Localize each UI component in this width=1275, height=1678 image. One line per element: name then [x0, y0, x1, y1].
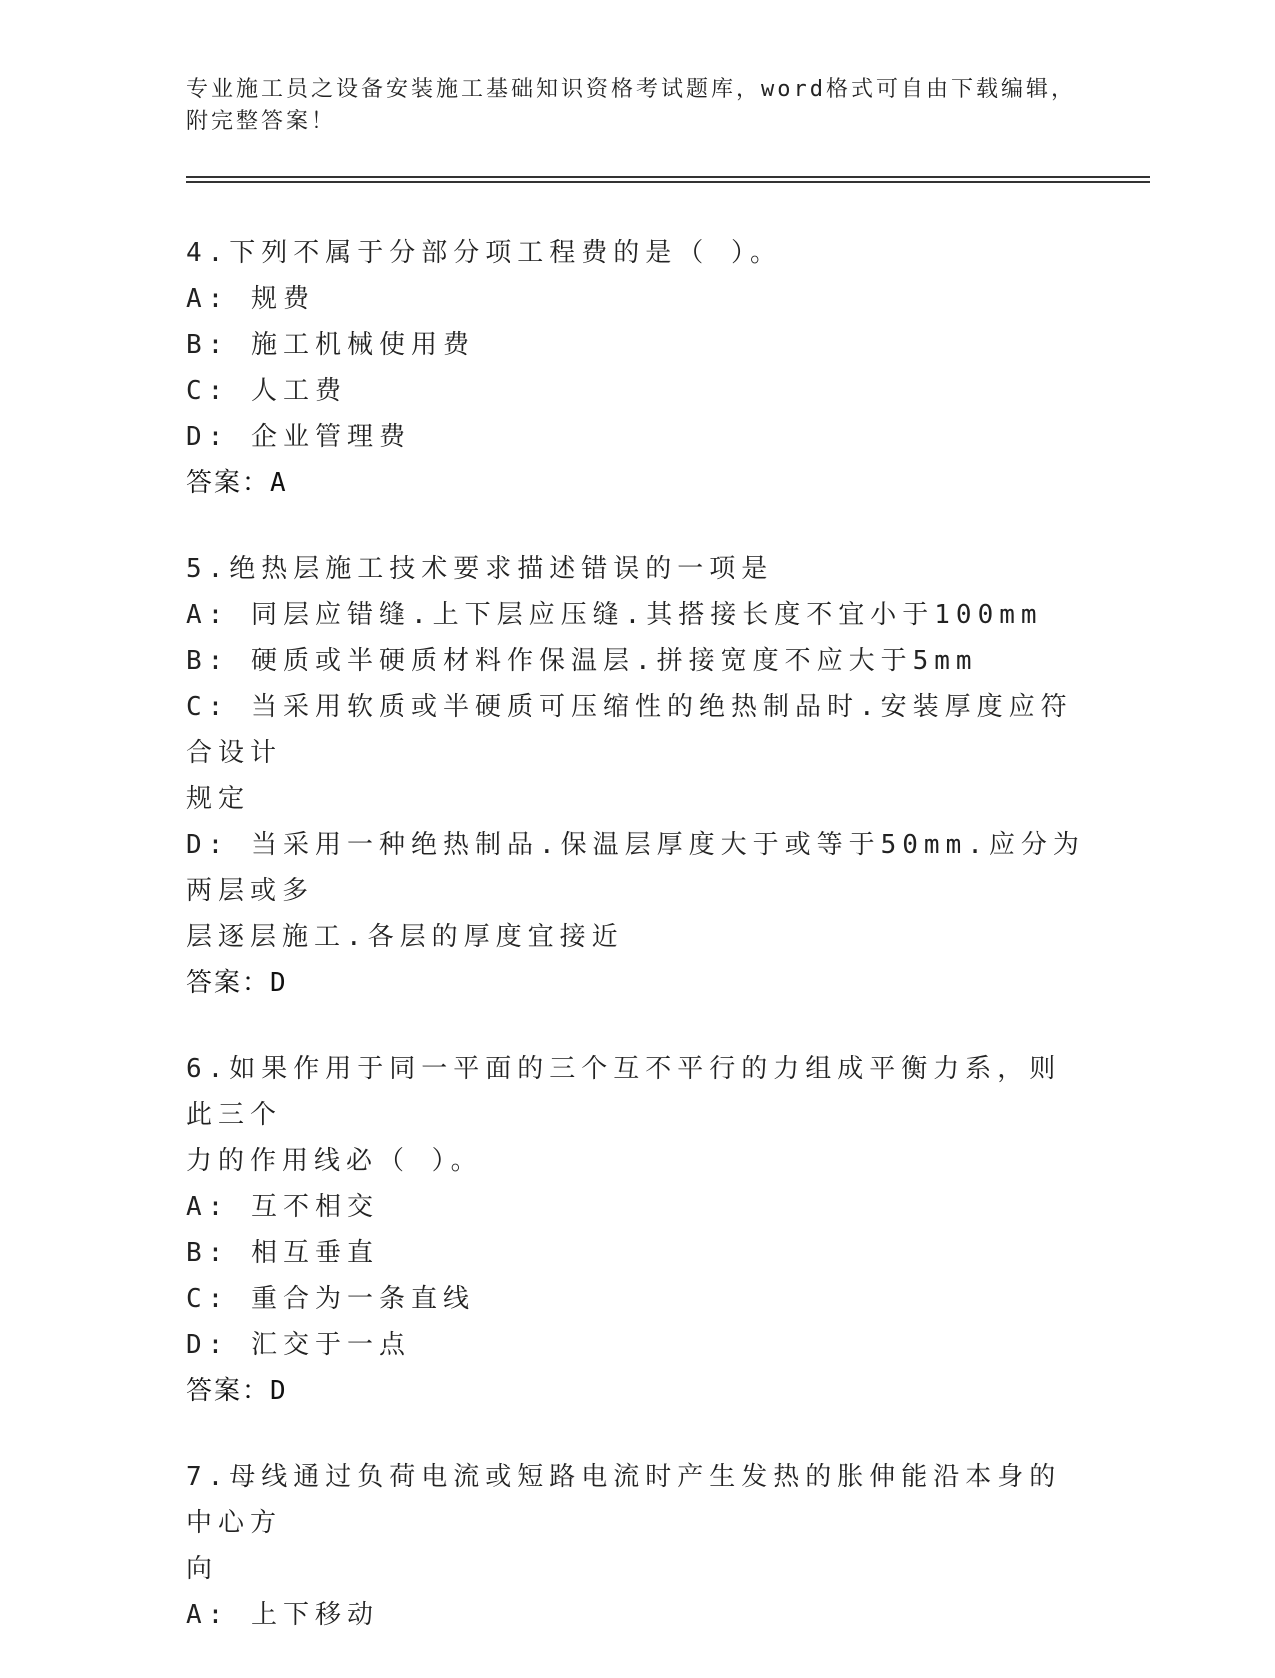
answer-label: 答案：	[186, 468, 271, 498]
question-stem-continued: 力的作用线必（ ）。	[186, 1146, 483, 1176]
option-b: B: 相互垂直	[186, 1238, 379, 1268]
answer-line	[186, 1368, 1086, 1414]
option-c-continued: 规定	[186, 784, 251, 814]
question-stem-continued: 向	[186, 1554, 219, 1584]
question-stem: 7.母线通过负荷电流或短路电流时产生发热的胀伸能沿本身的中心方	[186, 1462, 1062, 1538]
question-7	[186, 1454, 1086, 1638]
answer-value: A	[270, 468, 288, 498]
option-d-continued: 层逐层施工.各层的厚度宜接近	[186, 922, 624, 952]
option-b: B: 硬质或半硬质材料作保温层.拼接宽度不应大于5mm	[186, 646, 978, 676]
option-a: A: 同层应错缝.上下层应压缝.其搭接长度不宜小于100mm	[186, 600, 1043, 630]
question-stem: 5.绝热层施工技术要求描述错误的一项是	[186, 554, 774, 584]
option-d: D: 汇交于一点	[186, 1330, 411, 1360]
answer-label: 答案：	[186, 968, 271, 998]
option-a: A: 上下移动	[186, 1600, 379, 1630]
question-6	[186, 1046, 1086, 1414]
question-4	[186, 230, 1086, 506]
answer-label: 答案：	[186, 1376, 271, 1406]
option-c: C: 当采用软质或半硬质可压缩性的绝热制品时.安装厚度应符合设计	[186, 692, 1073, 768]
answer-line	[186, 960, 1086, 1006]
option-d: D: 企业管理费	[186, 422, 411, 452]
header-divider-top	[186, 176, 1150, 178]
option-d: D: 当采用一种绝热制品.保温层厚度大于或等于50mm.应分为两层或多	[186, 830, 1085, 906]
question-stem: 6.如果作用于同一平面的三个互不平行的力组成平衡力系，则此三个	[186, 1054, 1062, 1130]
header-line-2: 附完整答案！	[186, 109, 337, 134]
option-a: A: 互不相交	[186, 1192, 379, 1222]
document-header	[186, 74, 1086, 138]
option-a: A: 规费	[186, 284, 315, 314]
header-line-1: 专业施工员之设备安装施工基础知识资格考试题库，word格式可自由下载编辑，	[186, 77, 1076, 102]
option-c: C: 人工费	[186, 376, 347, 406]
answer-line	[186, 460, 1086, 506]
option-b: B: 施工机械使用费	[186, 330, 475, 360]
option-c: C: 重合为一条直线	[186, 1284, 475, 1314]
question-stem: 4.下列不属于分部分项工程费的是（ ）。	[186, 238, 782, 268]
header-divider-bottom	[186, 181, 1150, 183]
answer-value: D	[270, 1376, 288, 1406]
answer-value: D	[270, 968, 288, 998]
question-list	[186, 230, 1086, 1678]
question-5	[186, 546, 1086, 1006]
